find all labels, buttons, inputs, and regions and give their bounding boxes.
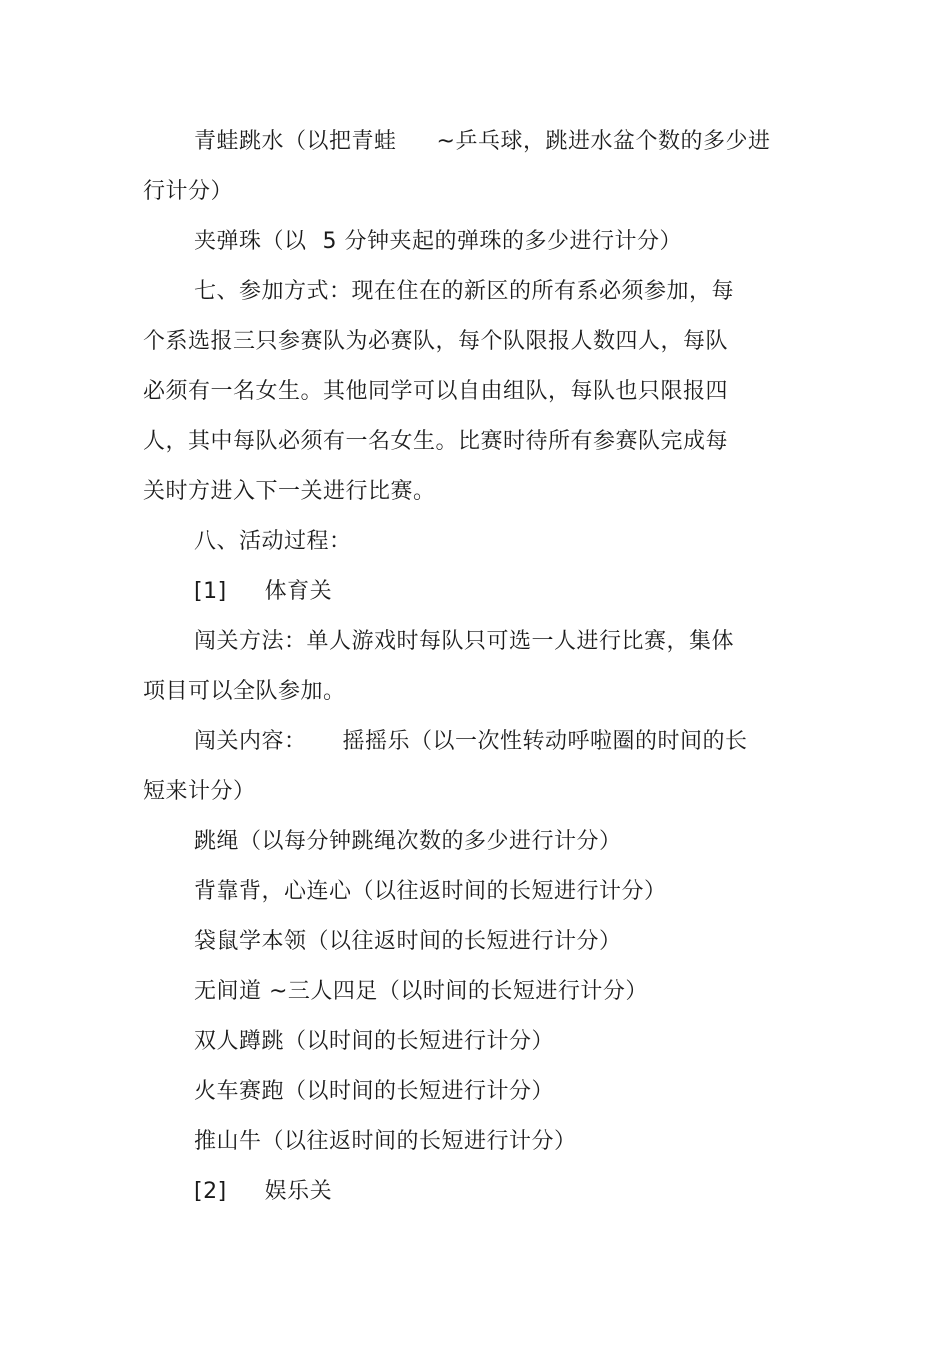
paragraph-content bbox=[194, 727, 748, 757]
text-method-1: 闯关方法：单人游戏时每队只可选一人进行比赛，集体 bbox=[194, 629, 735, 654]
list-item-jump-rope: 跳绳（以每分钟跳绳次数的多少进行计分） bbox=[194, 829, 622, 854]
text-participation-1: 七、参加方式：现在住在的新区的所有系必须参加，每 bbox=[194, 279, 735, 304]
list-item-train-race: 火车赛跑（以时间的长短进行计分） bbox=[194, 1079, 555, 1104]
text-content-item-1-cont: 短来计分） bbox=[143, 779, 256, 804]
text-marbles-b: 5 分钟夹起的弹珠的多少进行计分） bbox=[322, 229, 683, 254]
list-item-push-ox: 推山牛（以往返时间的长短进行计分） bbox=[194, 1129, 577, 1154]
text-marbles-a: 夹弹珠（以 bbox=[194, 229, 307, 254]
list-item-back-to-back: 背靠背，心连心（以往返时间的长短进行计分） bbox=[194, 879, 667, 904]
text-participation-5: 关时方进入下一关进行比赛。 bbox=[143, 479, 436, 504]
text-content-item-1: 摇摇乐（以一次性转动呼啦圈的时间的长 bbox=[342, 729, 748, 754]
subsection-title-entertainment: 娱乐关 bbox=[264, 1179, 333, 1204]
subsection-sports bbox=[194, 577, 332, 607]
list-item-kangaroo: 袋鼠学本领（以往返时间的长短进行计分） bbox=[194, 929, 622, 954]
paragraph-frog-jump bbox=[194, 127, 770, 157]
text-participation-2: 个系选报三只参赛队为必赛队，每个队限报人数四人，每队 bbox=[143, 329, 729, 354]
text-frog-jump-a: 青蛙跳水（以把青蛙 bbox=[194, 129, 397, 154]
list-item-three-legged: 无间道 ~三人四足（以时间的长短进行计分） bbox=[194, 979, 648, 1004]
text-content-label: 闯关内容： bbox=[194, 729, 307, 754]
text-participation-3: 必须有一名女生。其他同学可以自由组队，每队也只限报四 bbox=[143, 379, 729, 404]
text-participation-4: 人，其中每队必须有一名女生。比赛时待所有参赛队完成每 bbox=[143, 429, 729, 454]
subsection-number-1: [1] bbox=[194, 579, 227, 604]
text-frog-jump-cont: 行计分） bbox=[143, 179, 234, 204]
text-method-2: 项目可以全队参加。 bbox=[143, 679, 346, 704]
subsection-title-sports: 体育关 bbox=[264, 579, 333, 604]
paragraph-marbles bbox=[194, 227, 682, 257]
subsection-number-2: [2] bbox=[194, 1179, 227, 1204]
list-item-squat-jump: 双人蹲跳（以时间的长短进行计分） bbox=[194, 1029, 555, 1054]
text-frog-jump-b: ~乒乓球，跳进水盆个数的多少进 bbox=[436, 129, 771, 154]
section-heading-process: 八、活动过程： bbox=[194, 529, 352, 554]
subsection-entertainment bbox=[194, 1177, 332, 1207]
